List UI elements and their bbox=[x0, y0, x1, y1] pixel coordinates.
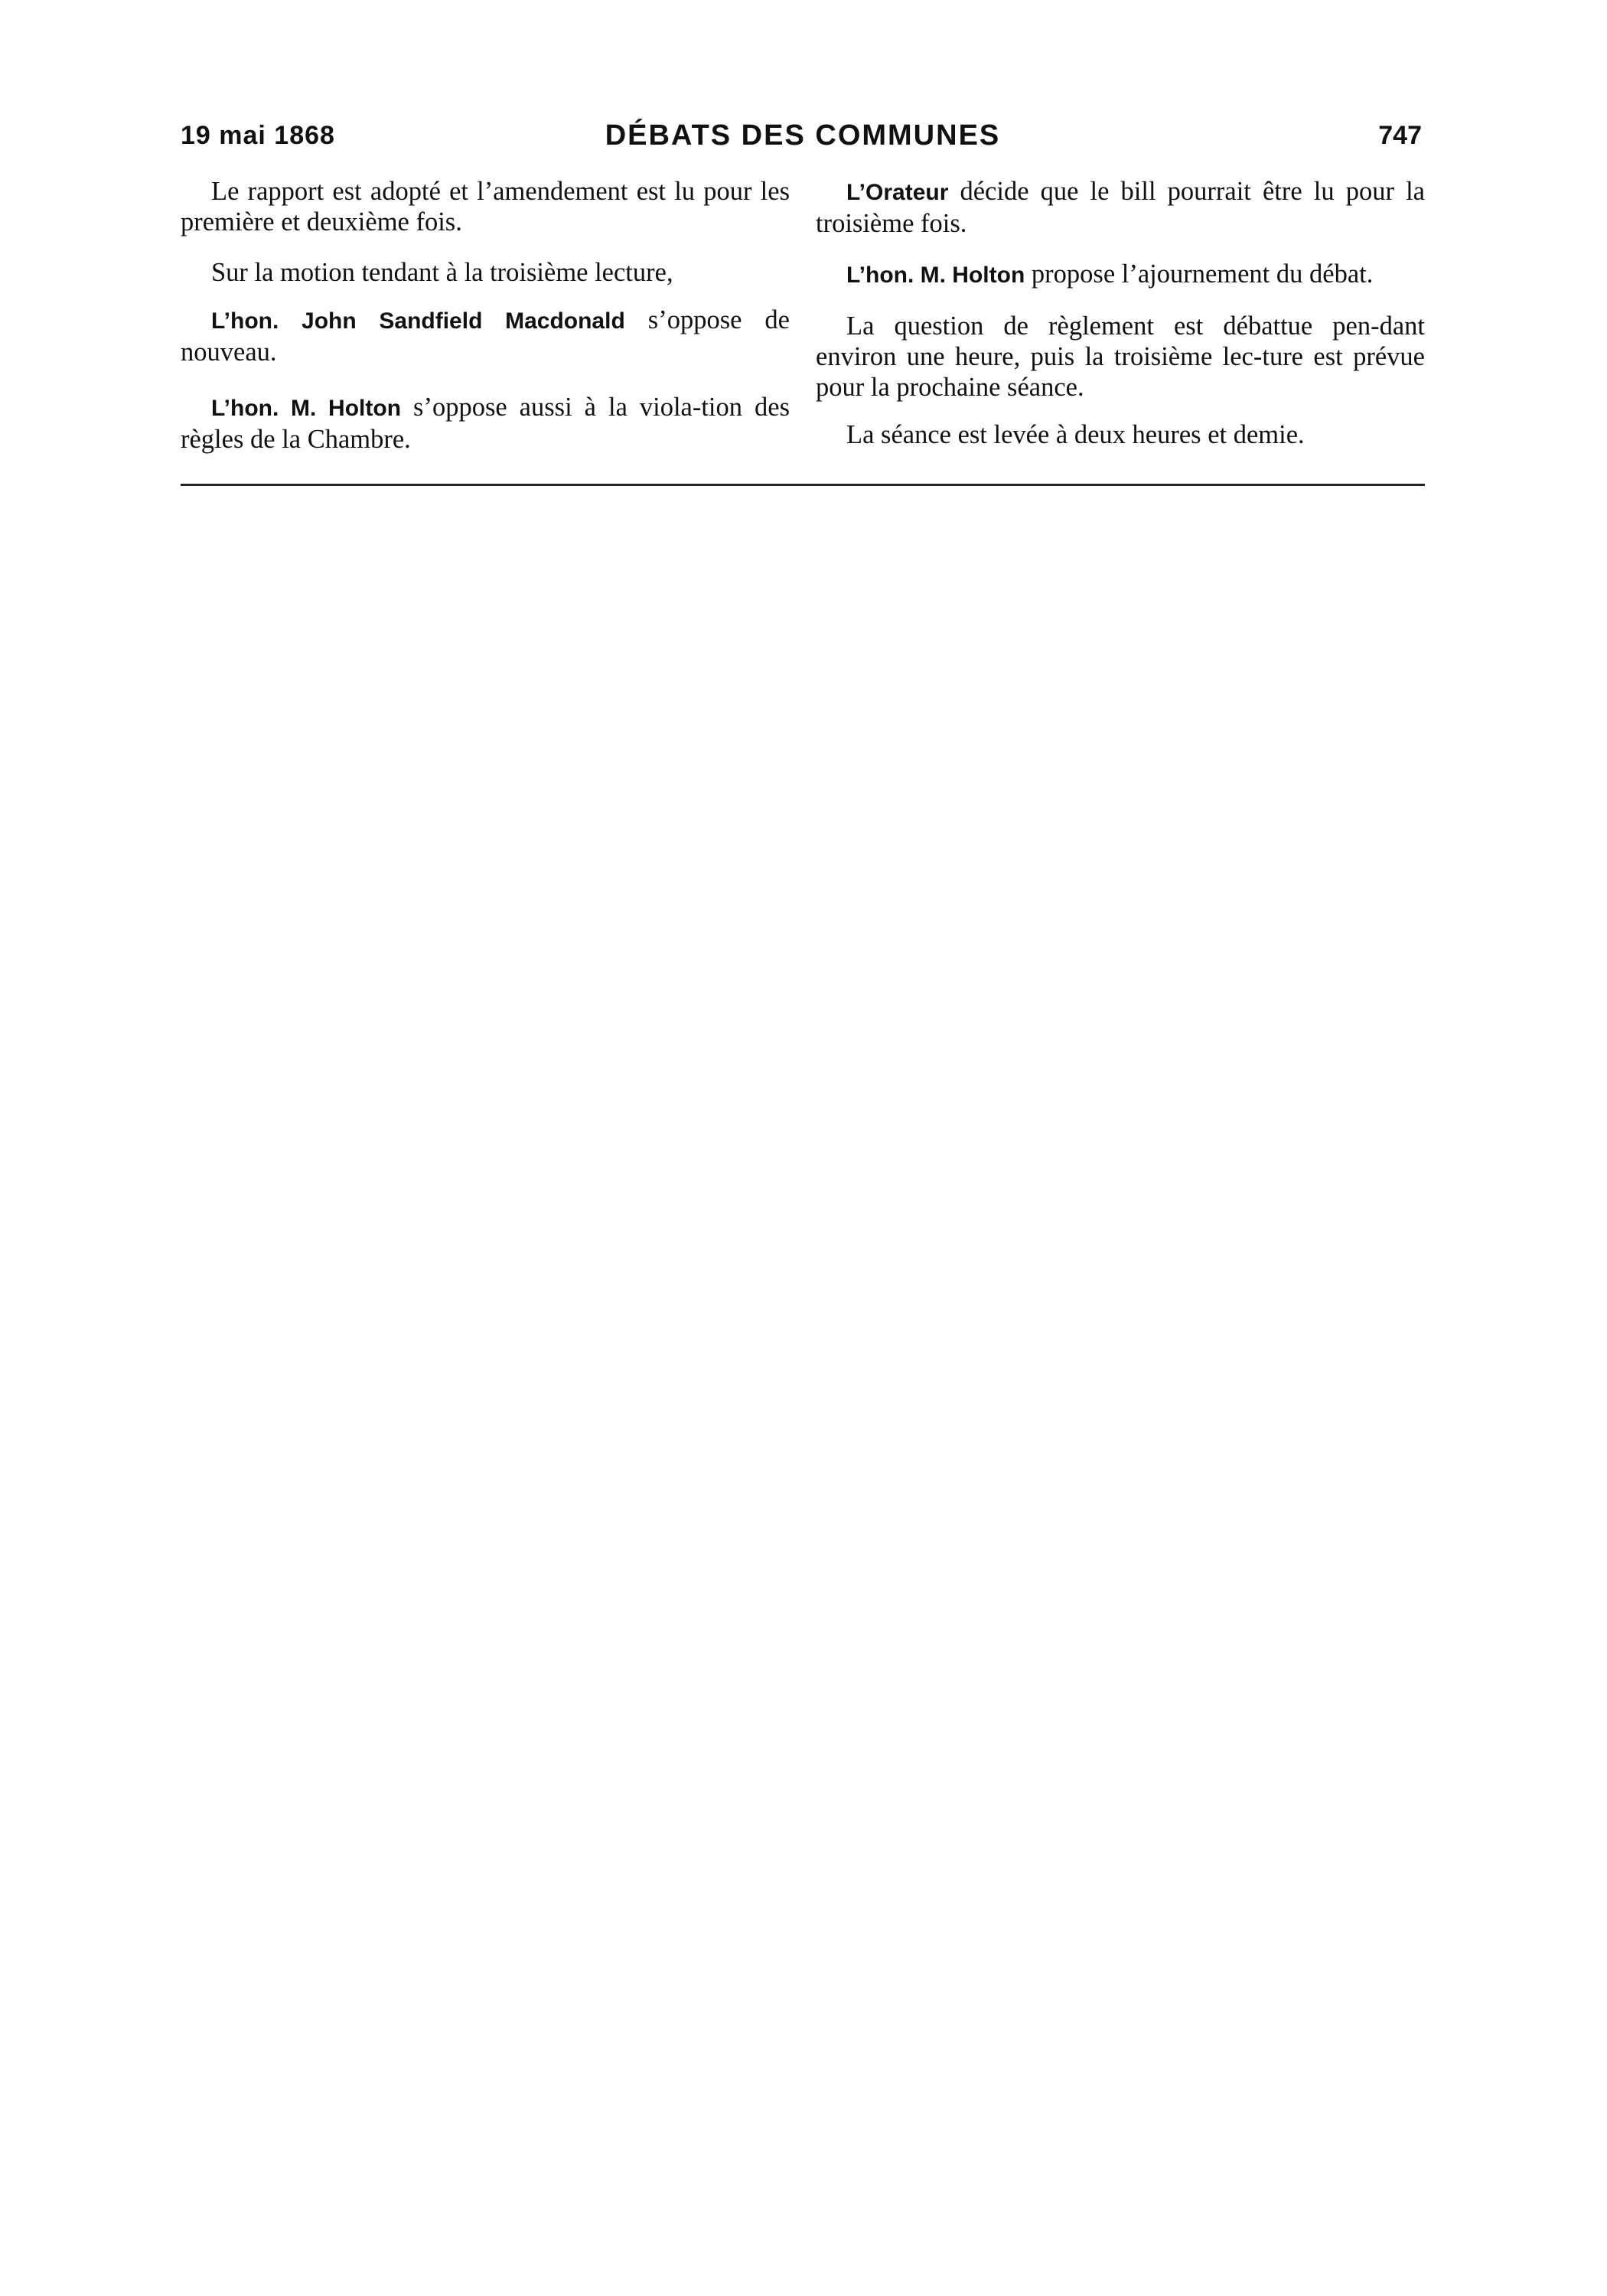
right-column bbox=[816, 176, 1425, 470]
speaker-name: L’hon. John Sandfield Macdonald bbox=[211, 308, 625, 334]
bottom-rule bbox=[181, 484, 1425, 486]
page-header bbox=[181, 115, 1425, 161]
page-number: 747 bbox=[1378, 121, 1422, 150]
paragraph bbox=[181, 305, 790, 367]
speaker-name: L’Orateur bbox=[846, 180, 949, 205]
paragraph bbox=[816, 176, 1425, 239]
paragraph-text: s’oppose aussi à la viola-tion des règles de la Chambre. bbox=[181, 393, 790, 454]
paragraph-text: Sur la motion tendant à la troisième lecture, bbox=[211, 258, 673, 287]
header-date: 19 mai 1868 bbox=[181, 121, 335, 150]
paragraph-text: s’oppose de nouveau. bbox=[181, 305, 790, 367]
paragraph-text: La séance est levée à deux heures et demie. bbox=[846, 420, 1305, 449]
paragraph-text: décide que le bill pourrait être lu pour la troisième fois. bbox=[816, 177, 1425, 238]
text-columns bbox=[181, 176, 1425, 482]
paragraph bbox=[816, 311, 1425, 403]
paragraph bbox=[181, 392, 790, 455]
left-column bbox=[181, 176, 790, 475]
paragraph bbox=[181, 176, 790, 237]
paragraph-text: La question de règlement est débattue pen-dant environ une heure, puis la troisième lec-ture est prévue pour la prochaine séance. bbox=[816, 311, 1425, 402]
speaker-name: L’hon. M. Holton bbox=[211, 396, 402, 421]
paragraph bbox=[181, 257, 790, 288]
paragraph bbox=[816, 419, 1425, 450]
paragraph bbox=[816, 259, 1425, 291]
header-title: DÉBATS DES COMMUNES bbox=[605, 119, 1001, 152]
paragraph-text: Le rapport est adopté et l’amendement est lu pour les première et deuxième fois. bbox=[181, 177, 790, 236]
paragraph-text: propose l’ajournement du débat. bbox=[1025, 259, 1374, 289]
speaker-name: L’hon. M. Holton bbox=[846, 263, 1025, 288]
